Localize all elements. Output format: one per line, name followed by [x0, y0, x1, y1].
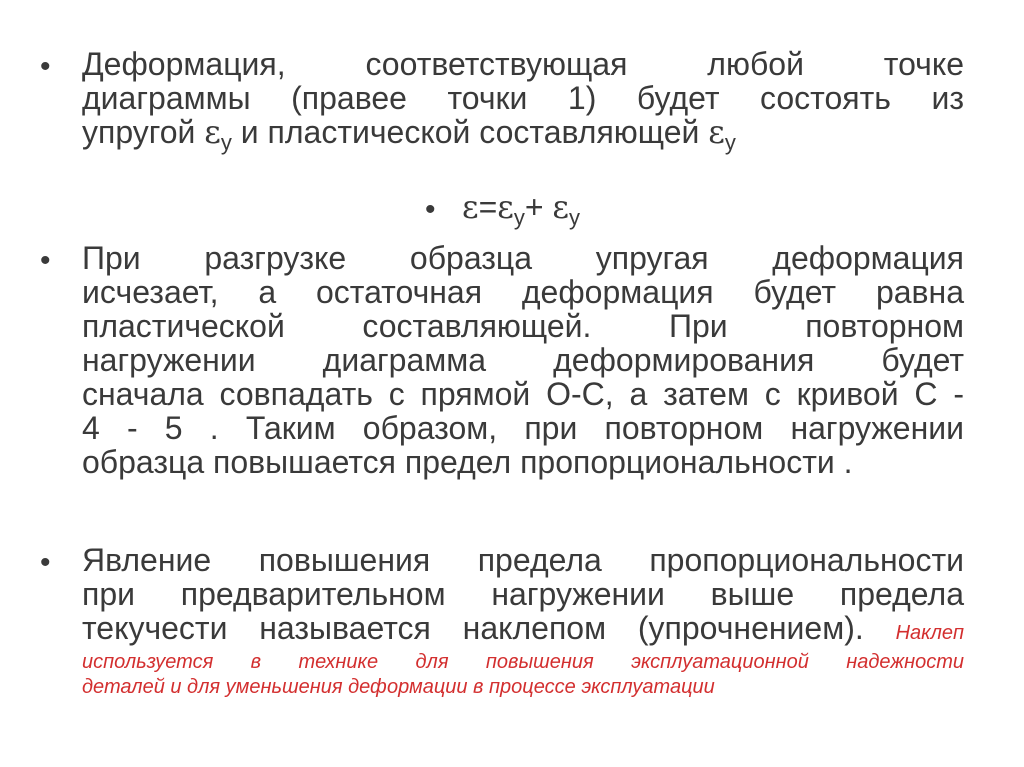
p3-line-3: [82, 611, 964, 650]
epsilon-symbol: ε: [708, 113, 725, 151]
bullet-3-marker: •: [40, 546, 51, 579]
subscript-y: у: [569, 205, 580, 230]
note-line-1: используется в технике для повышения эксплуатационной надежности: [82, 651, 964, 673]
formula-bullet-marker: •: [425, 193, 436, 226]
p2-line-6: 4 - 5 . Таким образом, при повторном нагружении: [82, 410, 964, 446]
epsilon-symbol: ε: [204, 113, 221, 151]
p3-line-3-text: текучести называется наклепом (упрочнением).: [82, 610, 864, 646]
epsilon-symbol: ε: [497, 188, 514, 226]
p1-line-1: Деформация, соответствующая любой точке: [82, 46, 964, 82]
p3-line-2: при предварительном нагружении выше предела: [82, 576, 964, 612]
epsilon-symbol: ε: [552, 188, 569, 226]
formula: [462, 190, 580, 228]
paragraph-unloading: [82, 241, 964, 479]
note-line-2: деталей и для уменьшения деформации в процессе эксплуатации: [82, 676, 715, 698]
p1-line-3-text-a: упругой: [82, 114, 205, 150]
p2-line-3: пластической составляющей. При повторном: [82, 308, 964, 344]
p2-line-7: образца повышается предел пропорциональности .: [82, 444, 853, 480]
p2-line-1: При разгрузке образца упругая деформация: [82, 240, 964, 276]
bullet-1-marker: •: [40, 50, 51, 83]
p1-line-3: [82, 115, 964, 153]
subscript-y: у: [724, 130, 736, 155]
note-inline-text: Наклеп: [895, 622, 965, 644]
equals-sign: =: [478, 189, 498, 225]
p3-line-1: Явление повышения предела пропорциональности: [82, 542, 964, 578]
p2-line-2: исчезает, а остаточная деформация будет равна: [82, 274, 964, 310]
p2-line-4: нагружении диаграмма деформирования будет: [82, 342, 964, 378]
subscript-y: у: [513, 205, 525, 230]
p2-line-5: сначала совпадать с прямой О-С, а затем с кривой С -: [82, 376, 964, 412]
paragraph-work-hardening: [82, 543, 964, 700]
plus-sign: +: [524, 189, 553, 225]
p1-line-2: диаграммы (правее точки 1) будет состоять из: [82, 80, 964, 116]
bullet-2-marker: •: [40, 244, 51, 277]
paragraph-deformation: [82, 47, 964, 153]
subscript-y: у: [220, 130, 232, 155]
epsilon-symbol: ε: [462, 188, 479, 226]
p1-line-3-text-b: и пластической составляющей: [231, 114, 709, 150]
